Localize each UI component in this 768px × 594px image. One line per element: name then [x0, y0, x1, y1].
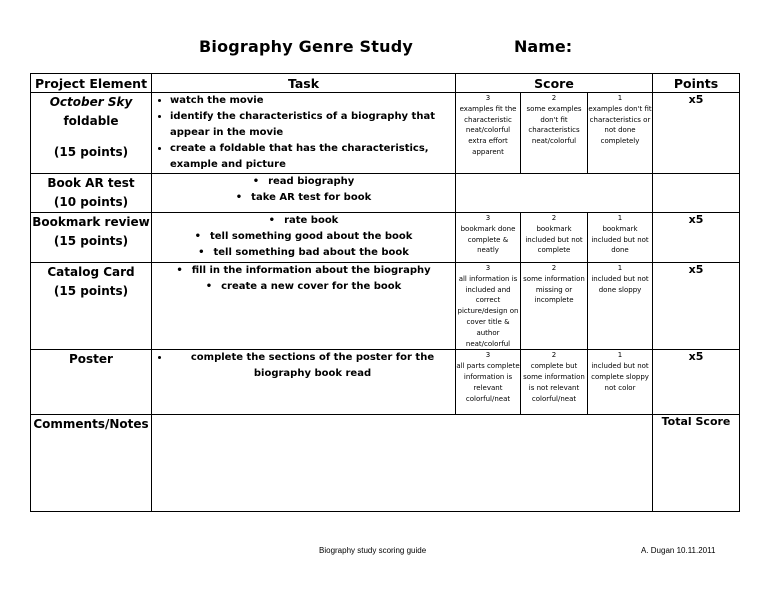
- score-cell-3: [456, 350, 521, 415]
- score-cell-empty: [456, 174, 653, 213]
- task-item: • fill in the information about the biography: [176, 265, 431, 276]
- score-text: 2 some examples don't fit characteristics neat/colorful: [526, 94, 582, 146]
- points-cell: x5: [653, 213, 740, 263]
- element-points: (15 points): [53, 234, 129, 248]
- score-cell-3: [456, 213, 521, 263]
- table-row: [31, 174, 740, 213]
- comments-row: [31, 415, 740, 512]
- table-row: [31, 350, 740, 415]
- task-item: • tell something good about the book: [194, 231, 413, 242]
- score-text: 1 included but not done sloppy: [591, 264, 649, 294]
- task-cell: [152, 93, 456, 174]
- task-item: • tell something bad about the book: [198, 247, 409, 258]
- score-text: 3 all information is included and correct picture/design on cover title & author neat/colorful: [457, 264, 519, 348]
- total-score-label: Total Score: [653, 415, 740, 512]
- column-header-element: Project Element: [31, 74, 152, 93]
- column-header-score: Score: [456, 74, 653, 93]
- element-title: Book AR test: [47, 176, 135, 190]
- points-cell: x5: [653, 350, 740, 415]
- points-cell: x5: [653, 93, 740, 174]
- comments-area[interactable]: [152, 415, 653, 512]
- column-header-task: Task: [152, 74, 456, 93]
- footer-left: Biography study scoring guide: [319, 546, 427, 555]
- task-item: • complete the sections of the poster for the biography book read: [170, 350, 455, 382]
- score-text: 2 complete but some information is not relevant colorful/neat: [523, 351, 585, 403]
- score-cell-3: [456, 263, 521, 350]
- task-item: • watch the movie: [170, 93, 455, 109]
- comments-label: Comments/Notes: [31, 415, 152, 512]
- element-points: (15 points): [53, 284, 129, 298]
- element-points: (10 points): [53, 195, 129, 209]
- score-cell-2: [521, 213, 588, 263]
- score-text: 3 bookmark done complete & neatly: [460, 214, 516, 255]
- task-item: • take AR test for book: [235, 192, 372, 203]
- element-subtitle: foldable: [63, 114, 119, 128]
- rubric-table: [30, 73, 740, 512]
- element-cell: [31, 93, 152, 174]
- score-text: 1 included but not complete sloppy not color: [591, 351, 649, 392]
- score-cell-1: [588, 350, 653, 415]
- score-text: 1 bookmark included but not done: [591, 214, 649, 255]
- element-cell: [31, 174, 152, 213]
- header-row: [31, 74, 740, 93]
- task-cell: [152, 350, 456, 415]
- task-item: • read biography: [252, 176, 355, 187]
- element-cell: [31, 350, 152, 415]
- task-cell: [152, 263, 456, 350]
- name-label: Name:: [514, 37, 573, 56]
- element-points: (15 points): [53, 145, 129, 159]
- points-cell: [653, 174, 740, 213]
- score-text: 2 bookmark included but not complete: [525, 214, 583, 255]
- element-title: Bookmark review: [32, 215, 150, 229]
- footer-right: A. Dugan 10.11.2011: [641, 546, 716, 555]
- task-item: • create a new cover for the book: [205, 281, 402, 292]
- score-cell-3: [456, 93, 521, 174]
- score-cell-1: [588, 93, 653, 174]
- table-row: [31, 263, 740, 350]
- score-text: 1 examples don't fit characteristics or not done completely: [588, 94, 652, 146]
- score-text: 2 some information missing or incomplete: [523, 264, 585, 305]
- table-row: [31, 213, 740, 263]
- score-text: 3 all parts complete information is relevant colorful/neat: [456, 351, 520, 403]
- task-cell: [152, 174, 456, 213]
- score-cell-2: [521, 93, 588, 174]
- element-title: Poster: [69, 352, 113, 367]
- score-cell-2: [521, 263, 588, 350]
- element-title: October Sky: [49, 95, 133, 109]
- element-title: Catalog Card: [47, 265, 135, 279]
- element-cell: [31, 213, 152, 263]
- score-cell-1: [588, 213, 653, 263]
- score-cell-2: [521, 350, 588, 415]
- task-cell: [152, 213, 456, 263]
- column-header-points: Points: [653, 74, 740, 93]
- task-item: • create a foldable that has the characteristics, example and picture: [170, 141, 455, 173]
- points-cell: x5: [653, 263, 740, 350]
- score-cell-1: [588, 263, 653, 350]
- table-row: [31, 93, 740, 174]
- score-text: 3 examples fit the characteristic neat/colorful extra effort apparent: [459, 94, 517, 156]
- task-item: • identify the characteristics of a biography that appear in the movie: [170, 109, 455, 141]
- element-cell: [31, 263, 152, 350]
- task-item: • rate book: [268, 215, 339, 226]
- page-title: Biography Genre Study: [199, 37, 413, 56]
